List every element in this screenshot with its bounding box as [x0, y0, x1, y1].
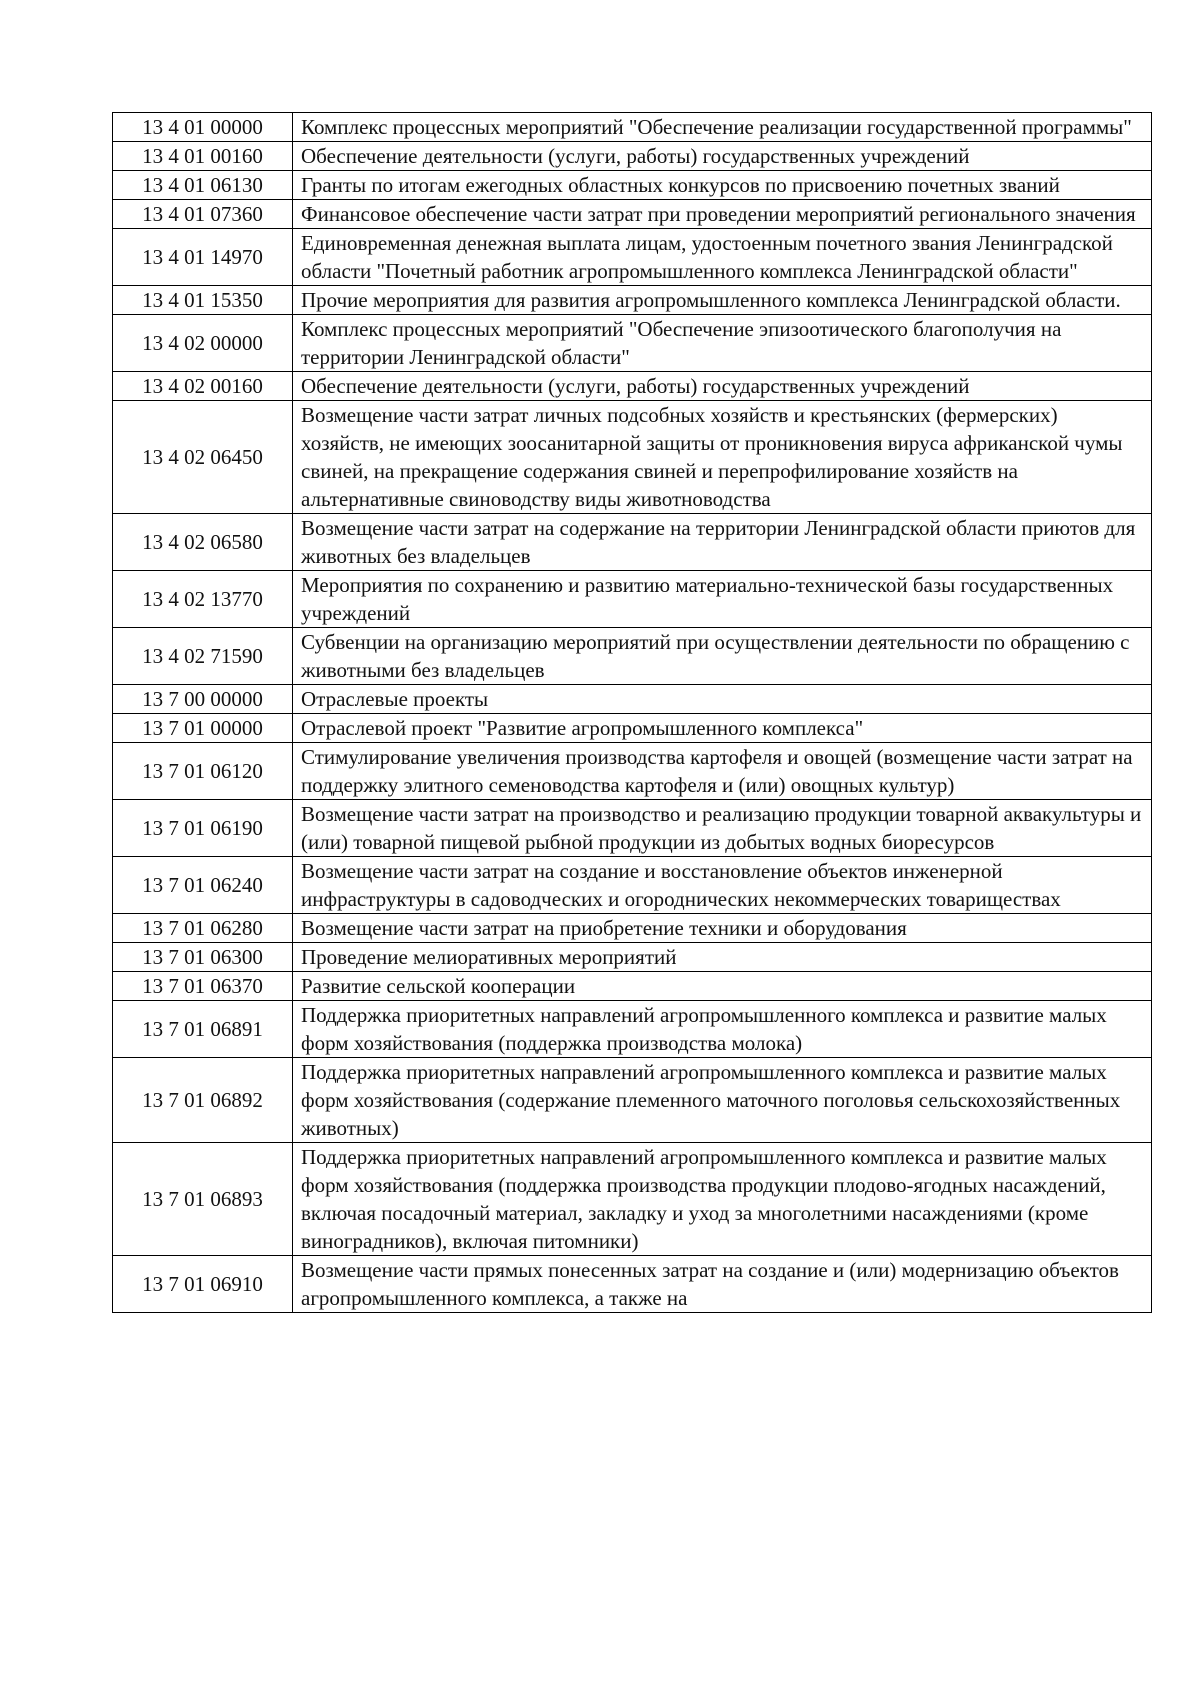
row-description: Возмещение части прямых понесенных затрат на создание и (или) модернизацию объектов агропромышленного комплекса, а также на	[293, 1256, 1152, 1313]
row-description: Возмещение части затрат личных подсобных хозяйств и крестьянских (фермерских) хозяйств, не имеющих зоосанитарной защиты от проникновения вируса африканской чумы свиней, на прекращение содержания свиней и перепрофилирование хозяйств на альтернативные свиноводству виды животноводства	[293, 401, 1152, 514]
row-code: 13 7 01 06892	[113, 1058, 293, 1143]
row-code: 13 4 02 13770	[113, 571, 293, 628]
row-description: Прочие мероприятия для развития агропромышленного комплекса Ленинградской области.	[293, 286, 1152, 315]
row-code: 13 4 01 00160	[113, 142, 293, 171]
table-row	[113, 1058, 1152, 1143]
row-code: 13 4 02 71590	[113, 628, 293, 685]
row-code: 13 4 02 00160	[113, 372, 293, 401]
row-description: Финансовое обеспечение части затрат при проведении мероприятий регионального значения	[293, 200, 1152, 229]
row-code: 13 7 01 06891	[113, 1001, 293, 1058]
row-code: 13 7 01 06190	[113, 800, 293, 857]
row-code: 13 7 01 06280	[113, 914, 293, 943]
row-description: Комплекс процессных мероприятий "Обеспечение реализации государственной программы"	[293, 113, 1152, 142]
table-row	[113, 857, 1152, 914]
row-description: Поддержка приоритетных направлений агропромышленного комплекса и развитие малых форм хозяйствования (поддержка производства молока)	[293, 1001, 1152, 1058]
row-code: 13 7 00 00000	[113, 685, 293, 714]
row-description: Отраслевые проекты	[293, 685, 1152, 714]
row-code: 13 7 01 06893	[113, 1143, 293, 1256]
row-description: Обеспечение деятельности (услуги, работы) государственных учреждений	[293, 142, 1152, 171]
table-row	[113, 171, 1152, 200]
row-description: Проведение мелиоративных мероприятий	[293, 943, 1152, 972]
row-description: Возмещение части затрат на содержание на территории Ленинградской области приютов для животных без владельцев	[293, 514, 1152, 571]
table-row	[113, 200, 1152, 229]
row-description: Отраслевой проект "Развитие агропромышленного комплекса"	[293, 714, 1152, 743]
table-row	[113, 571, 1152, 628]
row-description: Обеспечение деятельности (услуги, работы) государственных учреждений	[293, 372, 1152, 401]
row-description: Поддержка приоритетных направлений агропромышленного комплекса и развитие малых форм хозяйствования (содержание племенного маточного поголовья сельскохозяйственных животных)	[293, 1058, 1152, 1143]
row-description: Комплекс процессных мероприятий "Обеспечение эпизоотического благополучия на территории Ленинградской области"	[293, 315, 1152, 372]
row-code: 13 4 01 14970	[113, 229, 293, 286]
table-row	[113, 743, 1152, 800]
row-code: 13 4 02 06580	[113, 514, 293, 571]
table-row	[113, 1256, 1152, 1313]
row-description: Возмещение части затрат на производство и реализацию продукции товарной аквакультуры и (или) товарной пищевой рыбной продукции из добытых водных биоресурсов	[293, 800, 1152, 857]
row-description: Возмещение части затрат на создание и восстановление объектов инженерной инфраструктуры в садоводческих и огороднических некоммерческих товариществах	[293, 857, 1152, 914]
row-description: Единовременная денежная выплата лицам, удостоенным почетного звания Ленинградской области "Почетный работник агропромышленного комплекса Ленинградской области"	[293, 229, 1152, 286]
row-code: 13 7 01 06120	[113, 743, 293, 800]
row-code: 13 4 02 00000	[113, 315, 293, 372]
table-row	[113, 401, 1152, 514]
row-description: Субвенции на организацию мероприятий при осуществлении деятельности по обращению с животными без владельцев	[293, 628, 1152, 685]
table-row	[113, 1143, 1152, 1256]
row-code: 13 4 01 15350	[113, 286, 293, 315]
row-description: Стимулирование увеличения производства картофеля и овощей (возмещение части затрат на поддержку элитного семеноводства картофеля и (или) овощных культур)	[293, 743, 1152, 800]
budget-classification-table	[112, 112, 1152, 1313]
table-row	[113, 514, 1152, 571]
row-code: 13 4 01 00000	[113, 113, 293, 142]
table-body	[113, 113, 1152, 1313]
row-code: 13 4 01 06130	[113, 171, 293, 200]
table-row	[113, 628, 1152, 685]
row-description: Мероприятия по сохранению и развитию материально-технической базы государственных учреждений	[293, 571, 1152, 628]
row-description: Развитие сельской кооперации	[293, 972, 1152, 1001]
row-description: Гранты по итогам ежегодных областных конкурсов по присвоению почетных званий	[293, 171, 1152, 200]
table-row	[113, 372, 1152, 401]
row-description: Возмещение части затрат на приобретение техники и оборудования	[293, 914, 1152, 943]
row-code: 13 7 01 06370	[113, 972, 293, 1001]
table-row	[113, 142, 1152, 171]
table-row	[113, 714, 1152, 743]
table-row	[113, 113, 1152, 142]
table-row	[113, 800, 1152, 857]
table-row	[113, 972, 1152, 1001]
row-code: 13 4 02 06450	[113, 401, 293, 514]
table-row	[113, 685, 1152, 714]
table-row	[113, 315, 1152, 372]
row-code: 13 7 01 06240	[113, 857, 293, 914]
table-row	[113, 1001, 1152, 1058]
table-row	[113, 229, 1152, 286]
row-code: 13 7 01 00000	[113, 714, 293, 743]
table-row	[113, 943, 1152, 972]
row-code: 13 4 01 07360	[113, 200, 293, 229]
row-code: 13 7 01 06300	[113, 943, 293, 972]
row-code: 13 7 01 06910	[113, 1256, 293, 1313]
row-description: Поддержка приоритетных направлений агропромышленного комплекса и развитие малых форм хозяйствования (поддержка производства продукции плодово-ягодных насаждений, включая посадочный материал, закладку и уход за многолетними насаждениями (кроме виноградников), включая питомники)	[293, 1143, 1152, 1256]
table-row	[113, 286, 1152, 315]
table-row	[113, 914, 1152, 943]
